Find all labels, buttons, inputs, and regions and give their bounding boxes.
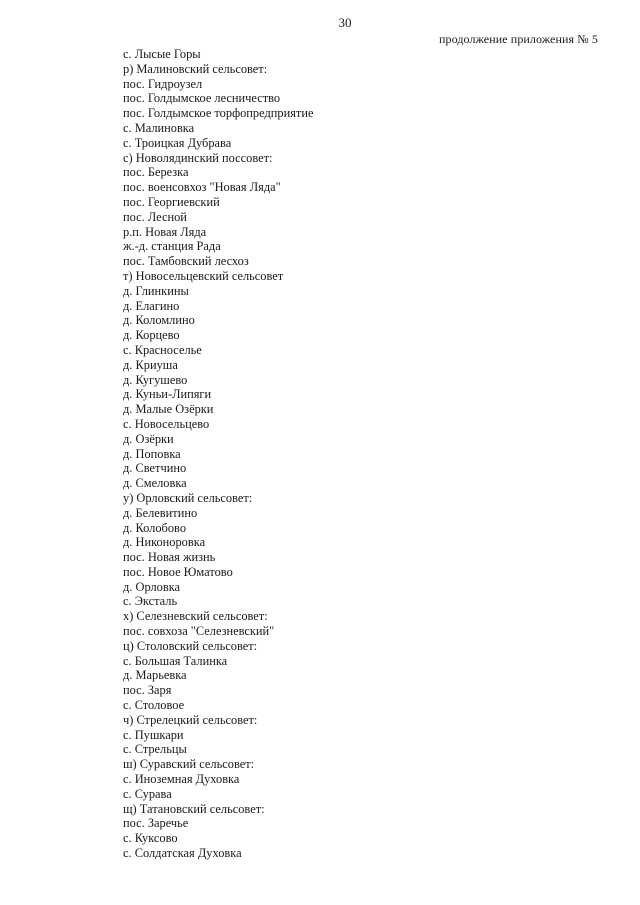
page-number: 30 [338,15,352,30]
list-item: пос. Березка [123,165,189,180]
list-item: с. Куксово [123,831,178,846]
list-item: пос. Гидроузел [123,76,203,91]
list-item: ш) Суравский сельсовет: [123,757,255,772]
list-item: с. Лысые Горы [123,47,201,61]
list-item: ц) Столовский сельсовет: [123,638,258,653]
list-item: с. Столовое [123,698,185,713]
list-item: д. Коломлино [123,313,195,328]
list-item: ж.-д. станция Рада [123,239,221,254]
list-item: р.п. Новая Ляда [123,224,207,239]
list-item: д. Орловка [123,579,181,594]
list-item: д. Куньи-Липяги [123,387,212,402]
list-item: д. Корцево [123,328,180,343]
appendix-continuation-note: продолжение приложения № 5 [438,32,598,46]
list-item: пос. Заречье [123,816,189,831]
list-item: пос. Голдымское торфопредприятие [123,106,314,121]
list-item: д. Кугушево [123,372,188,387]
list-item: д. Никоноровка [123,535,206,550]
list-item: с. Красноселье [123,342,202,357]
list-item: с. Пушкари [123,727,184,742]
list-item: пос. Новая жизнь [123,550,216,565]
list-item: с. Сурава [123,786,172,801]
list-item: пос. Новое Юматово [123,564,233,579]
list-item: пос. Лесной [123,209,187,224]
list-item: пос. военсовхоз "Новая Ляда" [123,180,281,195]
list-item: пос. Тамбовский лесхоз [123,254,249,269]
list-item: д. Глинкины [123,283,189,298]
list-item: с. Иноземная Духовка [123,772,240,787]
settlement-list [123,47,313,861]
list-item: д. Марьевка [123,668,187,683]
list-item: с. Стрельцы [123,742,187,757]
list-item: т) Новосельцевский сельсовет [123,268,284,283]
list-item: д. Светчино [123,461,187,476]
list-item: с. Троицкая Дубрава [123,135,232,150]
list-item: с. Солдатская Духовка [123,846,242,861]
list-item: с. Эксталь [123,594,178,609]
list-item: с. Малиновка [123,120,195,135]
list-item: д. Белевитино [123,505,198,520]
list-item: х) Селезневский сельсовет: [123,609,268,624]
list-item: д. Малые Озёрки [123,402,214,417]
list-item: с) Новолядинский поссовет: [123,150,273,165]
list-item: д. Поповка [123,446,181,461]
list-item: с. Большая Талинка [123,653,228,668]
list-item: пос. Голдымское лесничество [123,91,281,106]
list-item: ч) Стрелецкий сельсовет: [123,712,258,727]
list-item: д. Смеловка [123,476,187,491]
list-item: у) Орловский сельсовет: [123,490,253,505]
list-item: пос. Заря [123,683,172,698]
list-item: р) Малиновский сельсовет: [123,61,268,76]
list-item: щ) Татановский сельсовет: [123,801,265,816]
list-item: д. Елагино [123,298,180,313]
list-item: д. Колобово [123,520,187,535]
list-item: пос. совхоза "Селезневский" [123,624,275,639]
list-item: с. Новосельцево [123,416,210,431]
list-item: пос. Георгиевский [123,194,220,209]
list-item: д. Озёрки [123,431,174,446]
list-item: д. Криуша [123,357,178,372]
